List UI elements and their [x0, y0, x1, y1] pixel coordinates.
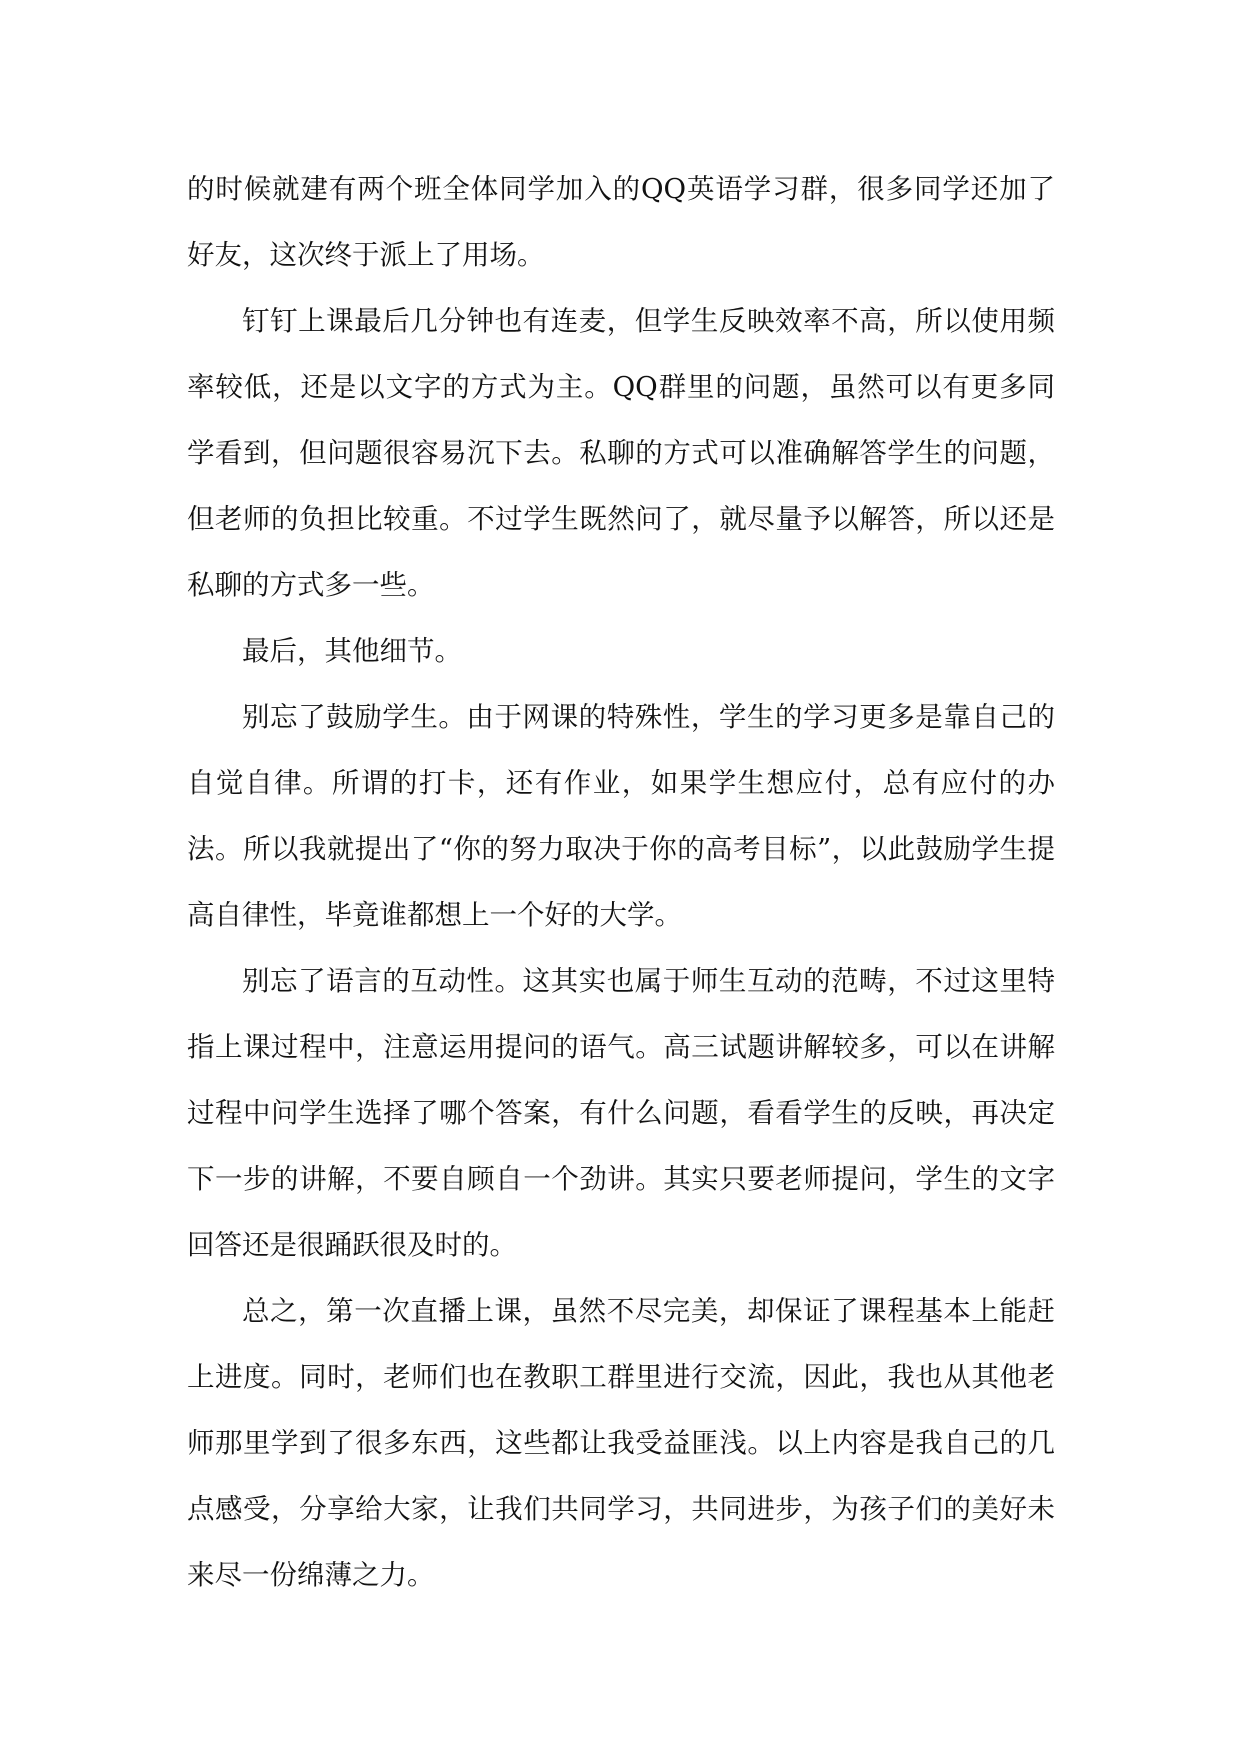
paragraph-language-interaction: 别忘了语言的互动性。这其实也属于师生互动的范畴，不过这里特指上课过程中，注意运用提问的语气。高三试题讲解较多，可以在讲解过程中问学生选择了哪个答案，有什么问题，看看学生的反映，再决定下一步的讲解，不要自顾自一个劲讲。其实只要老师提问，学生的文字回答还是很踊跃很及时的。 — [187, 965, 1055, 1261]
paragraph-other-details: 最后，其他细节。 — [242, 635, 462, 667]
paragraph-conclusion: 总之，第一次直播上课，虽然不尽完美，却保证了课程基本上能赶上进度。同时，老师们也在教职工群里进行交流，因此，我也从其他老师那里学到了很多东西，这些都让我受益匪浅。以上内容是我自己的几点感受，分享给大家，让我们共同学习，共同进步，为孩子们的美好未来尽一份绵薄之力。 — [187, 1295, 1055, 1591]
paragraph-dingtalk-interaction: 钉钉上课最后几分钟也有连麦，但学生反映效率不高，所以使用频率较低，还是以文字的方式为主。QQ群里的问题，虽然可以有更多同学看到，但问题很容易沉下去。私聊的方式可以准确解答学生的问题，但老师的负担比较重。不过学生既然问了，就尽量予以解答，所以还是私聊的方式多一些。 — [187, 305, 1055, 601]
paragraph-encourage-students: 别忘了鼓励学生。由于网课的特殊性，学生的学习更多是靠自己的自觉自律。所谓的打卡，还有作业，如果学生想应付，总有应付的办法。所以我就提出了“你的努力取决于你的高考目标”，以此鼓励学生提高自律性，毕竟谁都想上一个好的大学。 — [187, 701, 1055, 931]
paragraph-continued: 的时候就建有两个班全体同学加入的QQ英语学习群，很多同学还加了好友，这次终于派上了用场。 — [187, 173, 1055, 271]
document-body — [187, 156, 1055, 1608]
